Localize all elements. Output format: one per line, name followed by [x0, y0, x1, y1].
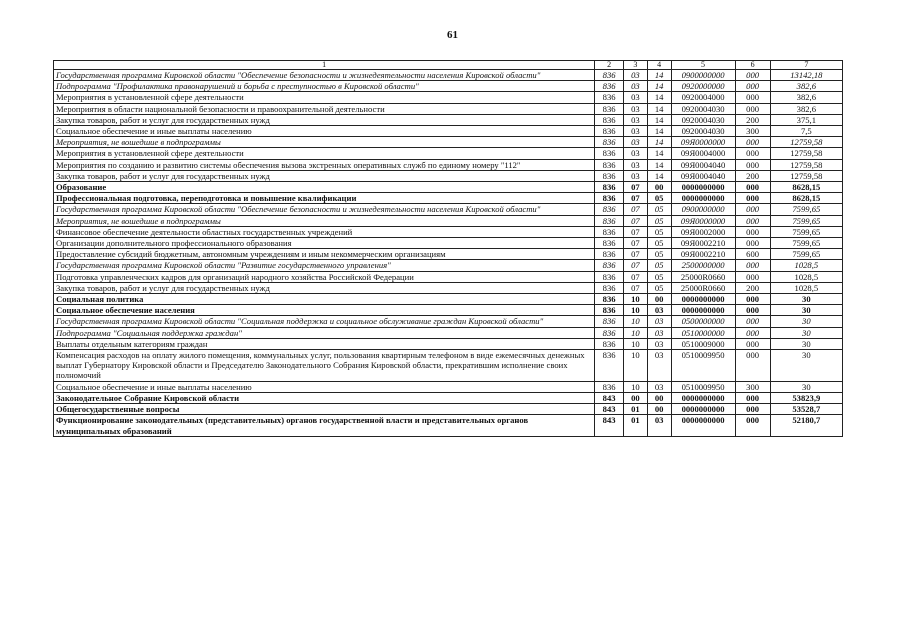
section-code-cell: 07 — [624, 260, 648, 271]
amount-cell: 30 — [770, 305, 842, 316]
ministry-code-cell: 836 — [595, 327, 624, 338]
section-code-cell: 07 — [624, 249, 648, 260]
column-header: 3 — [624, 61, 648, 70]
amount-cell: 53823,9 — [770, 392, 842, 403]
table-row — [54, 260, 843, 271]
target-article-code-cell: 0920000000 — [671, 81, 735, 92]
amount-cell: 30 — [770, 381, 842, 392]
item-name-cell: Социальная политика — [54, 294, 595, 305]
target-article-code-cell: 0000000000 — [671, 404, 735, 415]
target-article-code-cell: 0920004030 — [671, 126, 735, 137]
table-row — [54, 316, 843, 327]
item-name-cell: Функционирование законодательных (представительных) органов государственной власти и представительных органов муниципальных образований — [54, 415, 595, 436]
item-name-cell: Организации дополнительного профессионального образования — [54, 238, 595, 249]
target-article-code-cell: 0500000000 — [671, 316, 735, 327]
table-row — [54, 381, 843, 392]
subsection-code-cell: 14 — [647, 70, 671, 81]
expense-type-code-cell: 000 — [735, 316, 770, 327]
table-row — [54, 193, 843, 204]
ministry-code-cell: 836 — [595, 70, 624, 81]
amount-cell: 12759,58 — [770, 170, 842, 181]
target-article-code-cell: 0000000000 — [671, 294, 735, 305]
item-name-cell: Подготовка управленческих кадров для организаций народного хозяйства Российской Федерации — [54, 271, 595, 282]
expense-type-code-cell: 200 — [735, 114, 770, 125]
section-code-cell: 03 — [624, 92, 648, 103]
ministry-code-cell: 836 — [595, 182, 624, 193]
target-article-code-cell: 0000000000 — [671, 392, 735, 403]
subsection-code-cell: 05 — [647, 249, 671, 260]
ministry-code-cell: 836 — [595, 282, 624, 293]
expense-type-code-cell: 000 — [735, 226, 770, 237]
ministry-code-cell: 836 — [595, 81, 624, 92]
subsection-code-cell: 03 — [647, 338, 671, 349]
subsection-code-cell: 14 — [647, 148, 671, 159]
target-article-code-cell: 0000000000 — [671, 415, 735, 436]
amount-cell: 30 — [770, 316, 842, 327]
target-article-code-cell: 09Я0002210 — [671, 238, 735, 249]
table-row — [54, 294, 843, 305]
subsection-code-cell: 05 — [647, 260, 671, 271]
subsection-code-cell: 00 — [647, 392, 671, 403]
column-header: 6 — [735, 61, 770, 70]
item-name-cell: Финансовое обеспечение деятельности областных государственных учреждений — [54, 226, 595, 237]
ministry-code-cell: 836 — [595, 249, 624, 260]
table-row — [54, 415, 843, 436]
expense-type-code-cell: 300 — [735, 126, 770, 137]
subsection-code-cell: 05 — [647, 238, 671, 249]
amount-cell: 8628,15 — [770, 182, 842, 193]
table-row — [54, 182, 843, 193]
table-row — [54, 215, 843, 226]
table-row — [54, 114, 843, 125]
ministry-code-cell: 836 — [595, 92, 624, 103]
column-header: 1 — [54, 61, 595, 70]
expense-type-code-cell: 200 — [735, 282, 770, 293]
expense-type-code-cell: 000 — [735, 305, 770, 316]
ministry-code-cell: 836 — [595, 226, 624, 237]
item-name-cell: Мероприятия, не вошедшие в подпрограммы — [54, 215, 595, 226]
expense-type-code-cell: 000 — [735, 92, 770, 103]
subsection-code-cell: 03 — [647, 381, 671, 392]
section-code-cell: 03 — [624, 70, 648, 81]
subsection-code-cell: 14 — [647, 126, 671, 137]
page-number: 61 — [447, 29, 458, 41]
target-article-code-cell: 0920004000 — [671, 92, 735, 103]
target-article-code-cell: 0920004030 — [671, 114, 735, 125]
target-article-code-cell: 25000R0660 — [671, 271, 735, 282]
amount-cell: 12759,58 — [770, 137, 842, 148]
table-body — [54, 70, 843, 437]
section-code-cell: 00 — [624, 392, 648, 403]
amount-cell: 382,6 — [770, 81, 842, 92]
item-name-cell: Закупка товаров, работ и услуг для государственных нужд — [54, 282, 595, 293]
expense-type-code-cell: 000 — [735, 137, 770, 148]
expense-type-code-cell: 000 — [735, 238, 770, 249]
ministry-code-cell: 843 — [595, 404, 624, 415]
ministry-code-cell: 843 — [595, 392, 624, 403]
item-name-cell: Закупка товаров, работ и услуг для государственных нужд — [54, 114, 595, 125]
amount-cell: 1028,5 — [770, 282, 842, 293]
item-name-cell: Государственная программа Кировской области "Развитие государственного управления" — [54, 260, 595, 271]
ministry-code-cell: 836 — [595, 381, 624, 392]
target-article-code-cell: 0000000000 — [671, 305, 735, 316]
amount-cell: 30 — [770, 294, 842, 305]
table-row — [54, 148, 843, 159]
table-row — [54, 392, 843, 403]
target-article-code-cell: 0900000000 — [671, 70, 735, 81]
ministry-code-cell: 836 — [595, 114, 624, 125]
amount-cell: 375,1 — [770, 114, 842, 125]
section-code-cell: 07 — [624, 271, 648, 282]
subsection-code-cell: 00 — [647, 404, 671, 415]
subsection-code-cell: 05 — [647, 226, 671, 237]
table-row — [54, 404, 843, 415]
amount-cell: 7599,65 — [770, 226, 842, 237]
subsection-code-cell: 05 — [647, 282, 671, 293]
section-code-cell: 10 — [624, 316, 648, 327]
subsection-code-cell: 14 — [647, 137, 671, 148]
ministry-code-cell: 836 — [595, 215, 624, 226]
target-article-code-cell: 25000R0660 — [671, 282, 735, 293]
ministry-code-cell: 836 — [595, 316, 624, 327]
item-name-cell: Мероприятия по созданию и развитию системы обеспечения вызова экстренных оперативных служб по единому номеру "112" — [54, 159, 595, 170]
table-row — [54, 137, 843, 148]
subsection-code-cell: 14 — [647, 103, 671, 114]
ministry-code-cell: 836 — [595, 305, 624, 316]
expense-type-code-cell: 000 — [735, 350, 770, 382]
table-row — [54, 103, 843, 114]
section-code-cell: 03 — [624, 170, 648, 181]
target-article-code-cell: 0900000000 — [671, 204, 735, 215]
section-code-cell: 07 — [624, 282, 648, 293]
table-row — [54, 92, 843, 103]
expense-type-code-cell: 200 — [735, 170, 770, 181]
expense-type-code-cell: 000 — [735, 148, 770, 159]
table-row — [54, 204, 843, 215]
expense-type-code-cell: 000 — [735, 215, 770, 226]
amount-cell: 382,6 — [770, 92, 842, 103]
amount-cell: 7599,65 — [770, 215, 842, 226]
expense-type-code-cell: 000 — [735, 193, 770, 204]
subsection-code-cell: 00 — [647, 182, 671, 193]
expense-type-code-cell: 000 — [735, 159, 770, 170]
expense-type-code-cell: 000 — [735, 338, 770, 349]
target-article-code-cell: 09Я0002000 — [671, 226, 735, 237]
section-code-cell: 10 — [624, 338, 648, 349]
amount-cell: 52180,7 — [770, 415, 842, 436]
column-header: 7 — [770, 61, 842, 70]
section-code-cell: 03 — [624, 148, 648, 159]
section-code-cell: 10 — [624, 305, 648, 316]
target-article-code-cell: 0510009950 — [671, 381, 735, 392]
table-row — [54, 282, 843, 293]
target-article-code-cell: 09Я0000000 — [671, 215, 735, 226]
expense-type-code-cell: 000 — [735, 271, 770, 282]
item-name-cell: Социальное обеспечение населения — [54, 305, 595, 316]
item-name-cell: Мероприятия, не вошедшие в подпрограммы — [54, 137, 595, 148]
item-name-cell: Образование — [54, 182, 595, 193]
item-name-cell: Профессиональная подготовка, переподготовка и повышение квалификации — [54, 193, 595, 204]
subsection-code-cell: 14 — [647, 170, 671, 181]
table-row — [54, 70, 843, 81]
ministry-code-cell: 836 — [595, 238, 624, 249]
section-code-cell: 07 — [624, 226, 648, 237]
table-row — [54, 238, 843, 249]
expense-type-code-cell: 000 — [735, 260, 770, 271]
ministry-code-cell: 836 — [595, 193, 624, 204]
item-name-cell: Общегосударственные вопросы — [54, 404, 595, 415]
column-header: 5 — [671, 61, 735, 70]
table-row — [54, 305, 843, 316]
amount-cell: 13142,18 — [770, 70, 842, 81]
ministry-code-cell: 836 — [595, 126, 624, 137]
section-code-cell: 10 — [624, 350, 648, 382]
expense-type-code-cell: 000 — [735, 70, 770, 81]
amount-cell: 8628,15 — [770, 193, 842, 204]
ministry-code-cell: 836 — [595, 294, 624, 305]
expense-type-code-cell: 000 — [735, 182, 770, 193]
header-row — [54, 61, 843, 70]
item-name-cell: Подпрограмма "Социальная поддержка граждан" — [54, 327, 595, 338]
target-article-code-cell: 09Я0004040 — [671, 170, 735, 181]
subsection-code-cell: 03 — [647, 350, 671, 382]
target-article-code-cell: 0000000000 — [671, 193, 735, 204]
item-name-cell: Выплаты отдельным категориям граждан — [54, 338, 595, 349]
ministry-code-cell: 836 — [595, 159, 624, 170]
section-code-cell: 10 — [624, 327, 648, 338]
amount-cell: 30 — [770, 350, 842, 382]
item-name-cell: Подпрограмма "Профилактика правонарушений и борьба с преступностью в Кировской области" — [54, 81, 595, 92]
table-row — [54, 327, 843, 338]
table-row — [54, 81, 843, 92]
item-name-cell: Мероприятия в установленной сфере деятельности — [54, 148, 595, 159]
target-article-code-cell: 0920004030 — [671, 103, 735, 114]
expense-type-code-cell: 600 — [735, 249, 770, 260]
item-name-cell: Мероприятия в установленной сфере деятельности — [54, 92, 595, 103]
amount-cell: 1028,5 — [770, 271, 842, 282]
subsection-code-cell: 05 — [647, 204, 671, 215]
subsection-code-cell: 05 — [647, 193, 671, 204]
ministry-code-cell: 836 — [595, 350, 624, 382]
target-article-code-cell: 0510000000 — [671, 327, 735, 338]
section-code-cell: 03 — [624, 159, 648, 170]
ministry-code-cell: 836 — [595, 260, 624, 271]
expense-type-code-cell: 000 — [735, 415, 770, 436]
ministry-code-cell: 836 — [595, 148, 624, 159]
amount-cell: 12759,58 — [770, 148, 842, 159]
target-article-code-cell: 09Я0004040 — [671, 159, 735, 170]
subsection-code-cell: 05 — [647, 271, 671, 282]
section-code-cell: 03 — [624, 126, 648, 137]
amount-cell: 30 — [770, 338, 842, 349]
table-row — [54, 126, 843, 137]
subsection-code-cell: 00 — [647, 294, 671, 305]
target-article-code-cell: 0510009950 — [671, 350, 735, 382]
section-code-cell: 07 — [624, 204, 648, 215]
amount-cell: 7,5 — [770, 126, 842, 137]
budget-table — [53, 60, 843, 437]
ministry-code-cell: 836 — [595, 170, 624, 181]
column-header: 4 — [647, 61, 671, 70]
target-article-code-cell: 09Я0000000 — [671, 137, 735, 148]
expense-type-code-cell: 000 — [735, 103, 770, 114]
ministry-code-cell: 836 — [595, 271, 624, 282]
target-article-code-cell: 09Я0004000 — [671, 148, 735, 159]
item-name-cell: Закупка товаров, работ и услуг для государственных нужд — [54, 170, 595, 181]
item-name-cell: Государственная программа Кировской области "Обеспечение безопасности и жизнедеятельности населения Кировской области" — [54, 204, 595, 215]
section-code-cell: 03 — [624, 103, 648, 114]
amount-cell: 12759,58 — [770, 159, 842, 170]
subsection-code-cell: 05 — [647, 215, 671, 226]
target-article-code-cell: 0000000000 — [671, 182, 735, 193]
expense-type-code-cell: 000 — [735, 327, 770, 338]
subsection-code-cell: 03 — [647, 327, 671, 338]
subsection-code-cell: 14 — [647, 114, 671, 125]
section-code-cell: 03 — [624, 114, 648, 125]
target-article-code-cell: 2500000000 — [671, 260, 735, 271]
item-name-cell: Социальное обеспечение и иные выплаты населению — [54, 126, 595, 137]
amount-cell: 1028,5 — [770, 260, 842, 271]
table-row — [54, 159, 843, 170]
table-row — [54, 271, 843, 282]
item-name-cell: Государственная программа Кировской области "Социальная поддержка и социальное обслуживание граждан Кировской области" — [54, 316, 595, 327]
subsection-code-cell: 03 — [647, 415, 671, 436]
section-code-cell: 03 — [624, 137, 648, 148]
subsection-code-cell: 03 — [647, 305, 671, 316]
amount-cell: 7599,65 — [770, 204, 842, 215]
ministry-code-cell: 836 — [595, 103, 624, 114]
section-code-cell: 10 — [624, 294, 648, 305]
section-code-cell: 01 — [624, 415, 648, 436]
section-code-cell: 07 — [624, 193, 648, 204]
target-article-code-cell: 0510009000 — [671, 338, 735, 349]
subsection-code-cell: 03 — [647, 316, 671, 327]
amount-cell: 30 — [770, 327, 842, 338]
expense-type-code-cell: 000 — [735, 204, 770, 215]
table-row — [54, 249, 843, 260]
subsection-code-cell: 14 — [647, 81, 671, 92]
section-code-cell: 10 — [624, 381, 648, 392]
amount-cell: 53528,7 — [770, 404, 842, 415]
table-row — [54, 170, 843, 181]
table-row — [54, 338, 843, 349]
subsection-code-cell: 14 — [647, 92, 671, 103]
column-header: 2 — [595, 61, 624, 70]
ministry-code-cell: 836 — [595, 137, 624, 148]
amount-cell: 7599,65 — [770, 249, 842, 260]
section-code-cell: 01 — [624, 404, 648, 415]
amount-cell: 382,6 — [770, 103, 842, 114]
target-article-code-cell: 09Я0002210 — [671, 249, 735, 260]
item-name-cell: Законодательное Собрание Кировской области — [54, 392, 595, 403]
table-row — [54, 350, 843, 382]
section-code-cell: 03 — [624, 81, 648, 92]
amount-cell: 7599,65 — [770, 238, 842, 249]
expense-type-code-cell: 000 — [735, 81, 770, 92]
expense-type-code-cell: 300 — [735, 381, 770, 392]
expense-type-code-cell: 000 — [735, 404, 770, 415]
expense-type-code-cell: 000 — [735, 294, 770, 305]
ministry-code-cell: 836 — [595, 338, 624, 349]
ministry-code-cell: 843 — [595, 415, 624, 436]
expense-type-code-cell: 000 — [735, 392, 770, 403]
ministry-code-cell: 836 — [595, 204, 624, 215]
item-name-cell: Социальное обеспечение и иные выплаты населению — [54, 381, 595, 392]
section-code-cell: 07 — [624, 182, 648, 193]
item-name-cell: Государственная программа Кировской области "Обеспечение безопасности и жизнедеятельности населения Кировской области" — [54, 70, 595, 81]
subsection-code-cell: 14 — [647, 159, 671, 170]
table-row — [54, 226, 843, 237]
item-name-cell: Компенсация расходов на оплату жилого помещения, коммунальных услуг, пользования квартирным телефоном в виде ежемесячных денежных выплат Губернатору Кировской области и Председателю Законодательного Собрания Кировской области, прекратившим исполнение своих полномочий — [54, 350, 595, 382]
section-code-cell: 07 — [624, 238, 648, 249]
item-name-cell: Предоставление субсидий бюджетным, автономным учреждениям и иным некоммерческим организациям — [54, 249, 595, 260]
item-name-cell: Мероприятия в области национальной безопасности и правоохранительной деятельности — [54, 103, 595, 114]
section-code-cell: 07 — [624, 215, 648, 226]
